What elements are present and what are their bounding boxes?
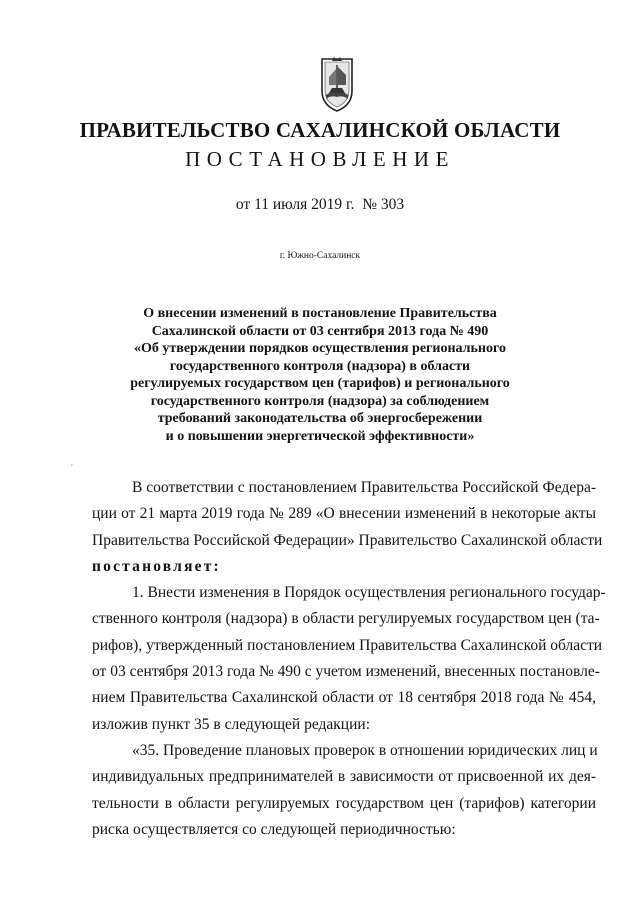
body-line: нием Правительства Сахалинской области от 18 сентября 2018 года № 454, (92, 689, 596, 707)
document-type: ПОСТАНОВЛЕНИЕ (185, 147, 455, 171)
body-line: риска осуществляется со следующей периодичностью: (92, 820, 456, 838)
title-line: регулируемых государством цен (тарифов) и регионального (130, 376, 510, 391)
body-line: 1. Внести изменения в Порядок осуществления регионального государ- (132, 584, 606, 602)
body-line: ции от 21 марта 2019 года № 289 «О внесении изменений в некоторые акты (92, 505, 596, 523)
coat-of-arms-emblem (319, 55, 355, 113)
document-city: г. Южно-Сахалинск (279, 251, 361, 261)
body-line: ственного контроля (надзора) в области регулируемых государством цен (та- (92, 610, 600, 628)
document-title (100, 305, 540, 445)
title-line: О внесении изменений в постановление Правительства (143, 306, 497, 321)
body-line: рифов), утвержденный постановлением Правительства Сахалинской области (92, 636, 603, 654)
body-line: изложив пункт 35 в следующей редакции: (92, 715, 371, 733)
title-line: требований законодательства об энергосбережении (157, 411, 483, 426)
title-line: «Об утверждении порядков осуществления регионального (134, 341, 506, 356)
decree-word: постановляет: (92, 557, 221, 575)
body-line: В соответствии с постановлением Правительства Российской Федера- (132, 479, 596, 496)
title-line: Сахалинской области от 03 сентября 2013 года № 490 (151, 323, 489, 339)
document-body (92, 475, 606, 843)
body-line: тельности в области регулируемых государством цен (тарифов) категории (92, 794, 596, 812)
document-date-number: от 11 июля 2019 г. № 303 (235, 196, 405, 213)
body-line: Правительства Российской Федерации» Правительство Сахалинской области (92, 531, 603, 549)
title-line: государственного контроля (надзора) за соблюдением (150, 393, 490, 409)
body-line: от 03 сентября 2013 года № 490 с учетом изменений, внесенных постановле- (92, 663, 600, 681)
government-name: ПРАВИТЕЛЬСТВО САХАЛИНСКОЙ ОБЛАСТИ (79, 118, 561, 142)
title-line: и о повышении энергетической эффективности» (165, 428, 475, 444)
body-line: индивидуальных предпринимателей в зависимости от присвоенной их дея- (92, 768, 596, 786)
body-line: «35. Проведение плановых проверок в отношении юридических лиц и (132, 741, 598, 759)
title-line: государственного контроля (надзора) в области (169, 358, 471, 374)
scan-mark: ´ (70, 464, 74, 475)
